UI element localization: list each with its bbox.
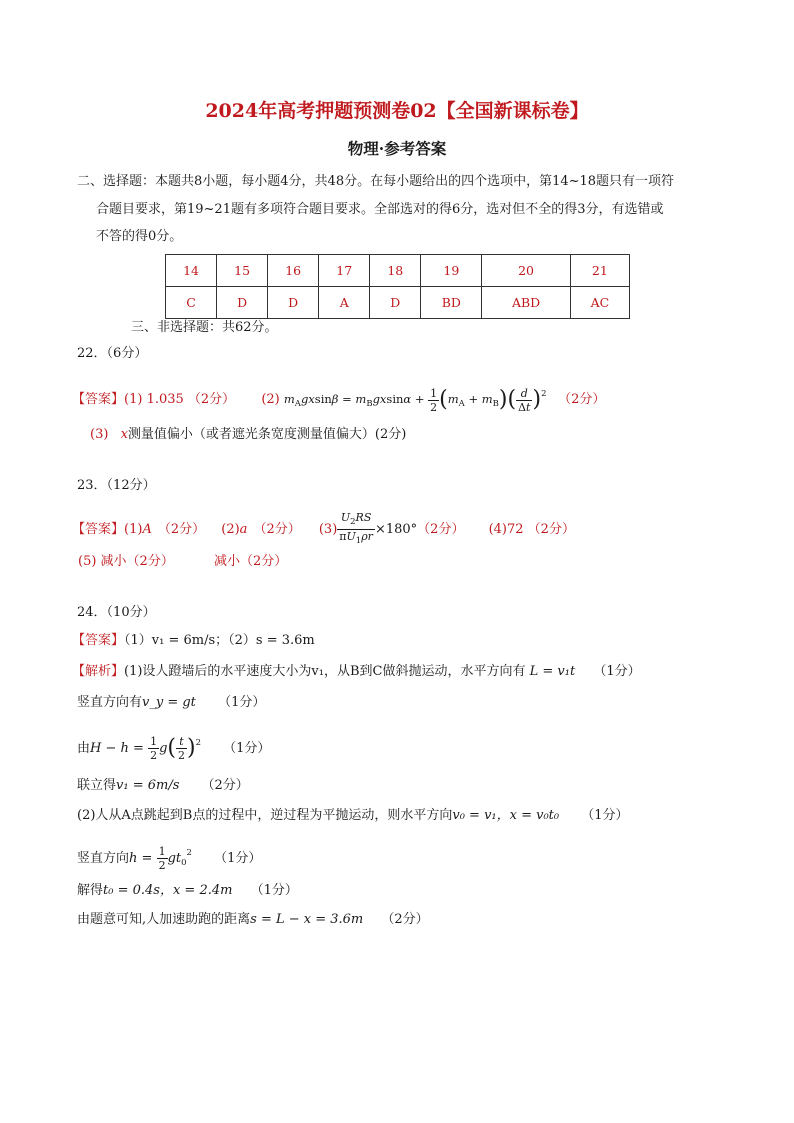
answer-cell: AC xyxy=(570,287,629,319)
q23-answer-line-2: (5) 减小（2分） 减小（2分） xyxy=(78,554,288,569)
mc-intro-line-1: 二、选择题：本题共8小题，每小题4分，共48分。在每小题给出的四个选项中，第14~18题只有一项符 xyxy=(77,174,675,189)
answer-cell: D xyxy=(268,287,319,319)
question-number: 14 xyxy=(166,255,217,287)
q22-part-2-score: （2分） xyxy=(558,392,606,407)
question-number: 16 xyxy=(268,255,319,287)
q24-formula-1: H − h = $\frac{1}{2}$ g( $\frac{t}{2}$ )$^2$ xyxy=(90,735,202,762)
mc-intro-line-3: 不答的得0分。 xyxy=(96,229,183,244)
answer-cell: C xyxy=(166,287,217,319)
q24-analysis-line-5: (2)人从A点跳起到B点的过程中，逆过程为平抛运动，则水平方向v₀ = v₁，x = v₀t₀ （1分） xyxy=(77,808,629,823)
page-subtitle: 物理·参考答案 xyxy=(347,139,447,158)
answer-cell: ABD xyxy=(482,287,570,319)
q24-analysis-line-3: 由H − h = $\frac{1}{2}$ g( $\frac{t}{2}$ )$^2$ （1分） xyxy=(77,735,271,762)
q22-part-1: (1) 1.035 （2分） xyxy=(124,392,236,407)
answer-label: 【答案】 xyxy=(72,392,125,407)
table-row-answers xyxy=(166,287,630,319)
answer-label: 【答案】 xyxy=(72,522,125,537)
q24-answer: 【答案】（1）v₁ = 6m/s；（2）s = 3.6m xyxy=(72,633,315,648)
section-3-heading: 三、非选择题：共62分。 xyxy=(131,320,278,335)
q24-analysis-line-6: 竖直方向h = $\frac{1}{2}$ $gt_0^2$ （1分） xyxy=(77,845,262,872)
question-number: 20 xyxy=(482,255,570,287)
answer-cell: BD xyxy=(421,287,482,319)
q24-analysis-line-2: 竖直方向有v_y = gt （1分） xyxy=(77,695,266,710)
table-row-numbers xyxy=(166,255,630,287)
question-number: 17 xyxy=(319,255,370,287)
q22-answer-line-2: (3) x测量值偏小（或者遮光条宽度测量值偏大）(2分) xyxy=(90,427,407,442)
q22-formula: $m_Agxsin\beta = m_Bgxsin\alpha$ + $\frac{1}{2}$ $(m_A + m_B)$( $\frac{d}{\Delta t}$ )$^2$ xyxy=(283,386,547,414)
q24-analysis-line-4: 联立得v₁ = 6m/s （2分） xyxy=(77,778,249,793)
q23-answer-line-1: 【答案】(1)A （2分） (2)a （2分） (3) $\frac{U_2RS}{\pi U_1\rho r}$ ×180°（2分） (4)72 （2分） xyxy=(72,511,575,546)
q22-heading: 22．（6分） xyxy=(77,346,148,361)
q23-heading: 23．（12分） xyxy=(77,478,156,493)
question-number: 15 xyxy=(217,255,268,287)
q22-part-2-tag: (2) xyxy=(261,392,280,407)
page-title: 2024年高考押题预测卷02【全国新课标卷】 xyxy=(205,100,589,122)
answer-cell: D xyxy=(217,287,268,319)
answer-label: 【答案】 xyxy=(72,633,125,648)
question-number: 19 xyxy=(421,255,482,287)
q24-heading: 24．（10分） xyxy=(77,605,156,620)
answer-cell: D xyxy=(370,287,421,319)
q22-answer-line-1 xyxy=(72,381,605,417)
q24-analysis-line-1: 【解析】(1)设人蹬墙后的水平速度大小为v₁，从B到C做斜抛运动，水平方向有 L = v₁t （1分） xyxy=(72,664,641,679)
analysis-label: 【解析】 xyxy=(72,664,125,679)
q24-analysis-line-8: 由题意可知,人加速助跑的距离s = L − x = 3.6m （2分） xyxy=(77,912,429,927)
mc-intro-line-2: 合题目要求，第19~21题有多项符合题目要求。全部选对的得6分，选对但不全的得3分，有选错或 xyxy=(96,202,664,217)
question-number: 21 xyxy=(570,255,629,287)
answer-cell: A xyxy=(319,287,370,319)
q24-analysis-line-7: 解得t₀ = 0.4s，x = 2.4m （1分） xyxy=(77,883,298,898)
q23-formula: $\frac{U_2RS}{\pi U_1\rho r}$ ×180° xyxy=(339,511,418,546)
question-number: 18 xyxy=(370,255,421,287)
answer-table xyxy=(165,254,630,319)
q24-formula-2: h = $\frac{1}{2}$ $gt_0^2$ xyxy=(129,845,192,872)
